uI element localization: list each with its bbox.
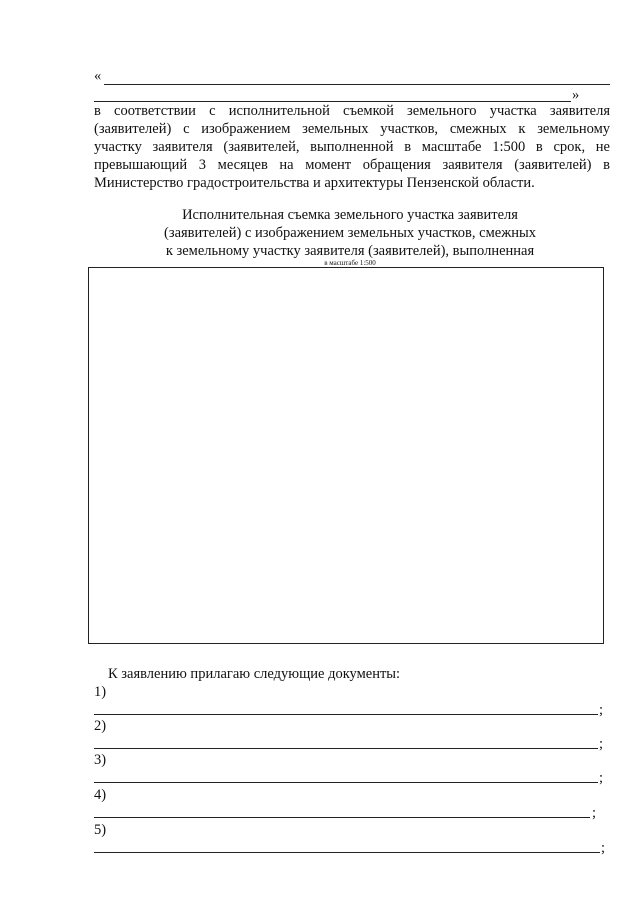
attachment-line-1[interactable] (94, 714, 598, 715)
attachment-end-3: ; (599, 770, 604, 786)
attachment-number-4: 4) (94, 787, 107, 803)
paragraph-line-2: (заявителей) с изображением земельных участков, смежных к земельному (94, 121, 610, 137)
scale-note: в масштабе 1:500 (324, 259, 376, 267)
survey-title-line-1: Исполнительная съемка земельного участка заявителя (182, 207, 518, 223)
paragraph-line-3: участку заявителя (заявителей, выполненной в масштабе 1:500 в срок, не (94, 139, 610, 155)
attachment-end-5: ; (601, 840, 606, 856)
survey-title (90, 206, 610, 260)
close-quote: » (572, 87, 580, 103)
attachment-end-1: ; (599, 702, 604, 718)
attachment-number-3: 3) (94, 752, 107, 768)
paragraph-line-1: в соответствии с исполнительной съемкой земельного участка заявителя (94, 103, 610, 119)
attachment-number-5: 5) (94, 822, 107, 838)
paragraph-line-4: превышающий 3 месяцев на момент обращения заявителя (заявителей) в (94, 157, 610, 173)
attachment-end-4: ; (592, 805, 597, 821)
attachment-line-4[interactable] (94, 817, 590, 818)
attachment-line-2[interactable] (94, 748, 598, 749)
survey-title-line-2: (заявителей) с изображением земельных участков, смежных (164, 225, 536, 241)
attachments-heading: К заявлению прилагаю следующие документы: (108, 666, 401, 682)
attachment-line-5[interactable] (94, 852, 600, 853)
open-quote: « (94, 68, 102, 84)
quote-underline-1[interactable] (104, 84, 610, 85)
survey-drawing-frame[interactable] (88, 267, 604, 644)
main-paragraph (94, 102, 610, 192)
attachment-end-2: ; (599, 736, 604, 752)
attachment-number-1: 1) (94, 684, 107, 700)
survey-title-line-3: к земельному участку заявителя (заявителей), выполненная (165, 243, 535, 259)
paragraph-line-5: Министерство градостроительства и архитектуры Пензенской области. (94, 175, 535, 191)
attachment-line-3[interactable] (94, 782, 598, 783)
attachment-number-2: 2) (94, 718, 107, 734)
